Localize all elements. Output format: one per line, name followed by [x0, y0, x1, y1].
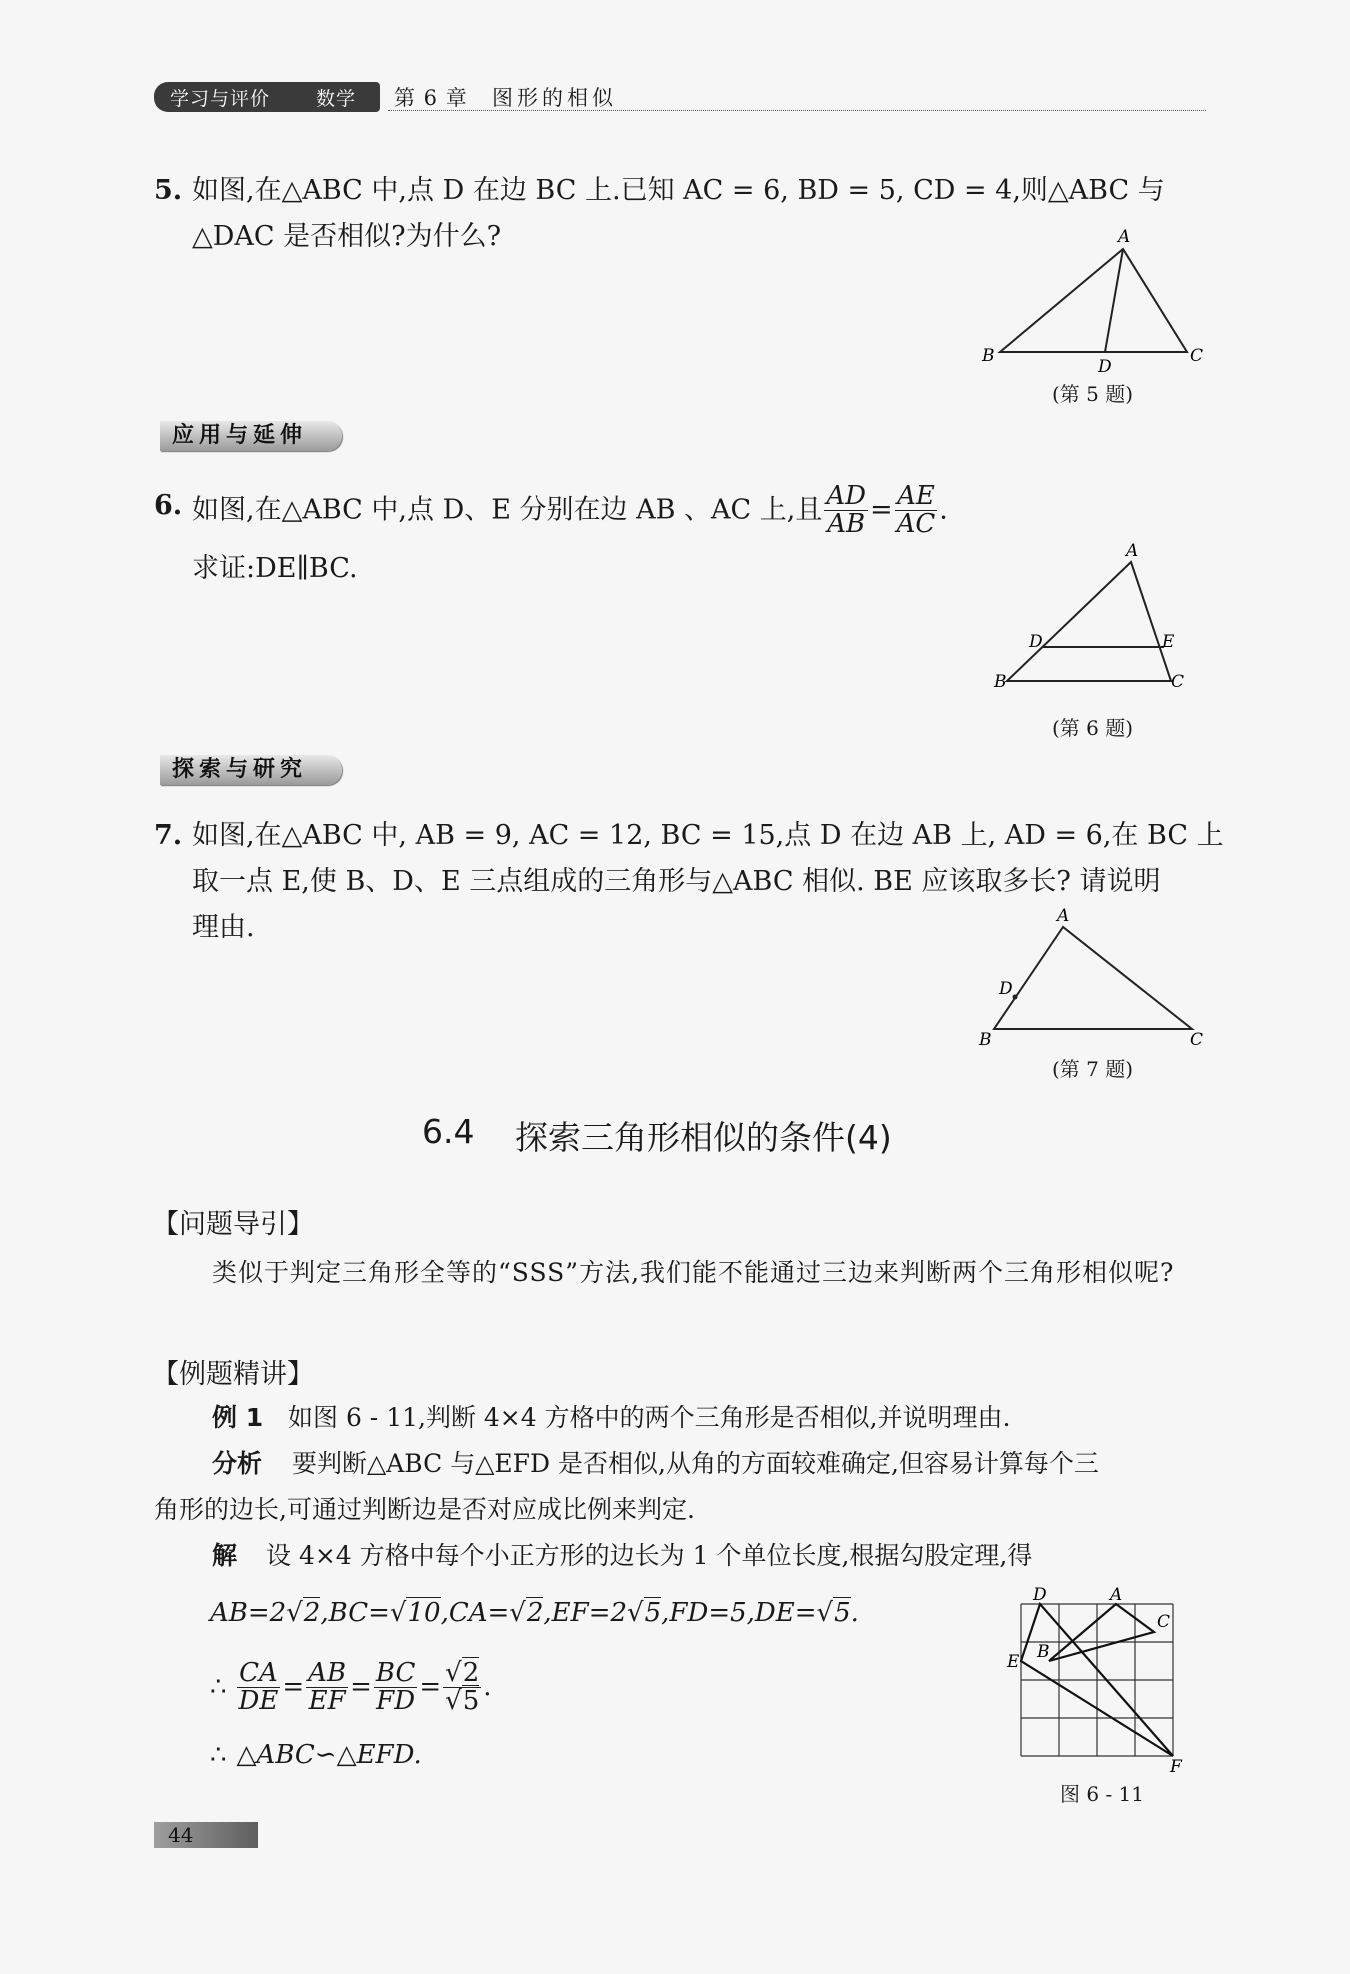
- subject-name: 数学: [316, 88, 357, 110]
- q7-figure: [975, 905, 1215, 1050]
- q6-figure: [985, 540, 1205, 700]
- header-rule: [388, 110, 1206, 111]
- grid-4x4: [1021, 1604, 1173, 1756]
- fraction-ab-ef: $\frac{AB}{EF}$: [308, 1658, 347, 1717]
- q7-label-b: B: [979, 1030, 992, 1050]
- q6-fraction-ae-ac: $\frac{AE}{AC}$: [896, 481, 936, 540]
- section-apply-banner: 应用与延伸: [160, 421, 342, 451]
- q6-label-c: C: [1171, 672, 1185, 692]
- q5-segment-ad: [1105, 249, 1123, 352]
- solution-text: 设 4×4 方格中每个小正方形的边长为 1 个单位长度,根据勾股定理,得: [266, 1541, 1033, 1570]
- q5-line2: △DAC 是否相似?为什么?: [192, 221, 502, 252]
- section-explore-banner: 探索与研究: [160, 755, 342, 785]
- guide-heading: 【问题导引】: [152, 1209, 314, 1240]
- conclusion-line: ∴ △ABC∽△EFD.: [210, 1740, 422, 1770]
- q6-fraction-ad-ab: $\frac{AD}{AB}$: [826, 481, 866, 540]
- fig-label-e: E: [1007, 1652, 1020, 1672]
- q7-label-c: C: [1190, 1030, 1204, 1050]
- q6-caption: (第 6 题): [1052, 716, 1134, 740]
- page-number-tab: [154, 1822, 258, 1848]
- q7-line1: 如图,在△ABC 中, AB = 9, AC = 12, BC = 15,点 D 在边 AB 上, AD = 6,在 BC 上: [192, 820, 1224, 851]
- fraction-bc-fd: $\frac{BC}{FD}$: [375, 1658, 416, 1717]
- example-heading: 【例题精讲】: [152, 1359, 314, 1390]
- fig-label-d: D: [1033, 1585, 1047, 1605]
- q5-line1: 如图,在△ABC 中,点 D 在边 BC 上.已知 AC = 6, BD = 5, CD = 4,则△ABC 与: [192, 175, 1165, 206]
- figure-6-11: [1005, 1585, 1205, 1780]
- q7-label-d: D: [999, 979, 1013, 999]
- q6-label-b: B: [994, 672, 1007, 692]
- q7-label-a: A: [1057, 906, 1070, 926]
- q7-line3: 理由.: [192, 912, 255, 943]
- q5-label-a: A: [1118, 227, 1131, 247]
- q7-line2: 取一点 E,使 B、D、E 三点组成的三角形与△ABC 相似. BE 应该取多长? 请说明: [192, 866, 1161, 897]
- example-text: 如图 6 - 11,判断 4×4 方格中的两个三角形是否相似,并说明理由.: [288, 1403, 1011, 1432]
- analysis-label: 分析: [212, 1449, 263, 1478]
- fraction-ca-de: $\frac{CA}{DE}$: [238, 1658, 279, 1717]
- side-lengths: AB=2√2,BC=√10,CA=√2,EF=2√5,FD=5,DE=√5.: [210, 1598, 859, 1628]
- q6-number: 6.: [154, 490, 183, 521]
- fig-label-a: A: [1110, 1585, 1123, 1605]
- chapter-label: 第 6 章: [394, 86, 468, 110]
- q6-label-e: E: [1162, 632, 1175, 652]
- q6-label-d: D: [1029, 632, 1043, 652]
- q5-label-b: B: [982, 346, 995, 366]
- chapter-title: 图形的相似: [492, 86, 617, 110]
- q5-label-c: C: [1190, 346, 1204, 366]
- q7-triangle-abc: [994, 927, 1192, 1029]
- q5-caption: (第 5 题): [1052, 382, 1134, 406]
- fig-label-f: F: [1170, 1757, 1182, 1777]
- q6-triangle-abc: [1007, 562, 1171, 681]
- analysis-line1: 要判断△ABC 与△EFD 是否相似,从角的方面较难确定,但容易计算每个三: [292, 1449, 1099, 1478]
- example-label: 例 1: [212, 1403, 264, 1432]
- fraction-root2-root5: $\frac{√2}{√5}$: [445, 1658, 480, 1717]
- q6-line2: 求证:DE∥BC.: [192, 553, 358, 584]
- solution-label: 解: [212, 1541, 238, 1570]
- q5-label-d: D: [1098, 357, 1112, 377]
- q6-label-a: A: [1126, 541, 1139, 561]
- fig-label-b: B: [1037, 1642, 1050, 1662]
- figure-6-11-caption: 图 6 - 11: [1060, 1782, 1145, 1806]
- analysis-line2: 角形的边长,可通过判断边是否对应成比例来判定.: [154, 1495, 695, 1524]
- ratio-line: ∴ $\frac{CA}{DE}$ = $\frac{AB}{EF}$ = $\frac{BC}{FD}$ = $\frac{√2}{√5}$ .: [210, 1658, 492, 1717]
- page-number: 44: [168, 1823, 194, 1847]
- q5-triangle-abc: [1000, 249, 1187, 352]
- fig-label-c: C: [1157, 1612, 1171, 1632]
- section-title: 探索三角形相似的条件(4): [515, 1118, 892, 1157]
- q7-point-d: [1013, 995, 1018, 1000]
- q7-number: 7.: [154, 820, 183, 851]
- q7-caption: (第 7 题): [1052, 1057, 1134, 1081]
- book-badge: [154, 82, 380, 112]
- q6-line1: 如图,在△ABC 中,点 D、E 分别在边 AB 、AC 上,且 $\frac{AD}{AB}$ = $\frac{AE}{AC}$ .: [192, 481, 948, 540]
- book-name: 学习与评价: [170, 88, 271, 110]
- q5-figure: [975, 225, 1215, 377]
- section-number: 6.4: [422, 1112, 475, 1151]
- guide-text: 类似于判定三角形全等的“SSS”方法,我们能不能通过三边来判断两个三角形相似呢?: [212, 1258, 1175, 1287]
- q5-number: 5.: [154, 175, 183, 206]
- q6-text: 如图,在△ABC 中,点 D、E 分别在边 AB 、AC 上,且: [192, 494, 823, 526]
